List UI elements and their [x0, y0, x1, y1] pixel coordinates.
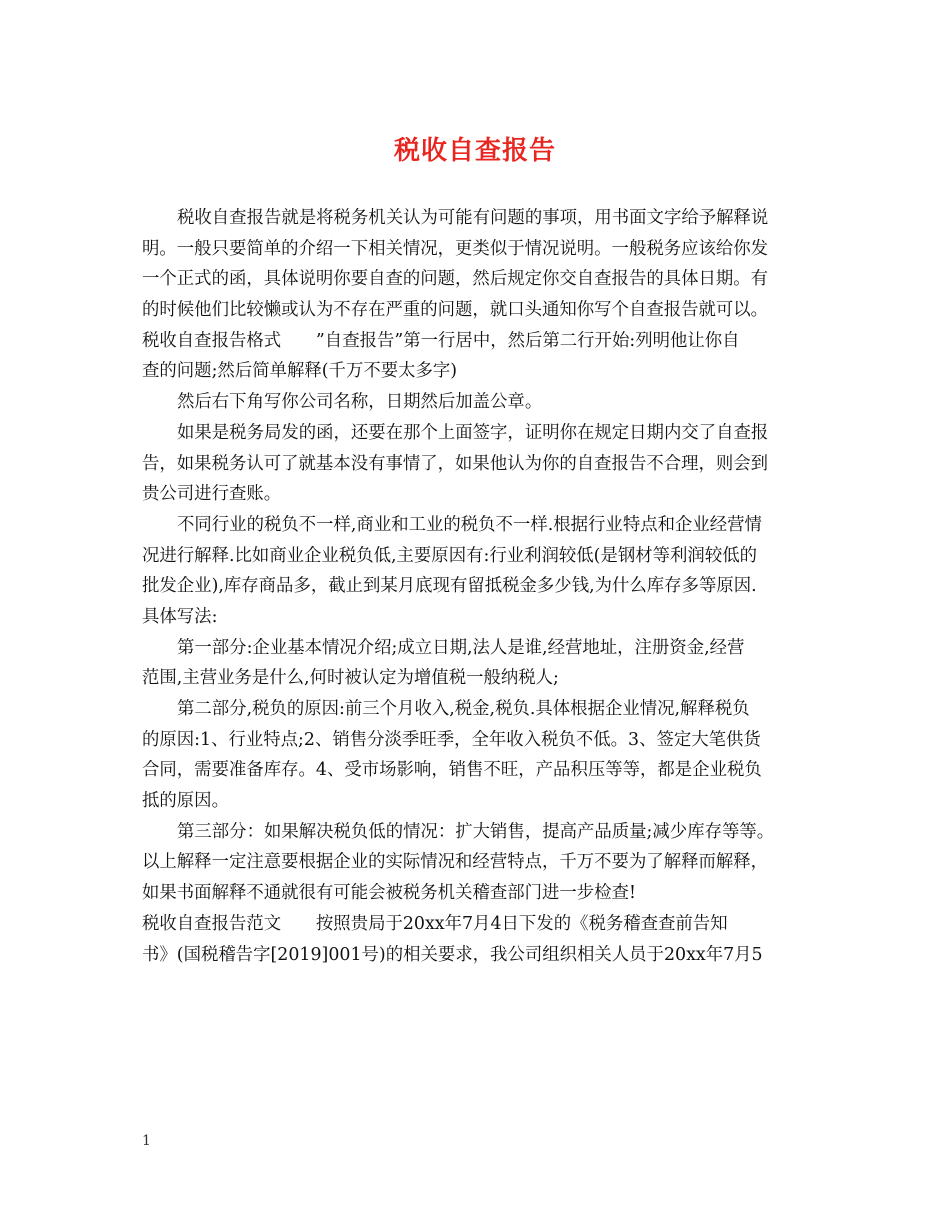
page-number: 1 — [142, 1133, 151, 1149]
body-line: 贵公司进行查账。 — [142, 484, 282, 505]
document-body — [142, 203, 822, 970]
body-line: 不同行业的税负不一样,商业和工业的税负不一样.根据行业特点和企业经营情 — [177, 514, 762, 535]
body-line: 书》(国税稽告字[2019]001号)的相关要求，我公司组织相关人员于20xx年7月5 — [142, 944, 763, 965]
body-line: 然后右下角写你公司名称，日期然后加盖公章。 — [177, 392, 543, 413]
body-line: 一个正式的函，具体说明你要自查的问题，然后规定你交自查报告的具体日期。有 — [142, 269, 769, 290]
body-line: 范围,主营业务是什么,何时被认定为增值税一般纳税人; — [142, 668, 559, 689]
body-line: 税收自查报告就是将税务机关认为可能有问题的事项，用书面文字给予解释说 — [177, 208, 769, 228]
body-line: 批发企业),库存商品多，截止到某月底现有留抵税金多少钱,为什么库存多等原因. — [142, 576, 757, 597]
body-line: 的原因:1、行业特点;2、销售分淡季旺季，全年收入税负不低。3、签定大笔供货 — [142, 729, 761, 750]
body-line: 第一部分:企业基本情况介绍;成立日期,法人是谁,经营地址，注册资金,经营 — [177, 637, 745, 658]
body-line: 以上解释一定注意要根据企业的实际情况和经营特点，千万不要为了解释而解释， — [142, 852, 769, 873]
document-title: 税收自查报告 — [393, 136, 556, 166]
body-line: 第三部分：如果解决税负低的情况：扩大销售，提高产品质量;减少库存等等。 — [177, 821, 775, 842]
body-line: 查的问题;然后简单解释(千万不要太多字) — [142, 361, 458, 382]
body-line: 抵的原因。 — [142, 791, 229, 812]
body-line: 告，如果税务认可了就基本没有事情了，如果他认为你的自查报告不合理，则会到 — [142, 453, 769, 474]
body-line: 况进行解释.比如商业企业税负低,主要原因有:行业利润较低(是钢材等利润较低的 — [142, 545, 757, 566]
body-line: 如果是税务局发的函，还要在那个上面签字，证明你在规定日期内交了自查报 — [177, 422, 769, 443]
body-line: 税收自查报告范文 按照贵局于20xx年7月4日下发的《税务稽查查前告知 — [142, 913, 728, 934]
body-line: 的时候他们比较懒或认为不存在严重的问题，就口头通知你写个自查报告就可以。 — [142, 300, 769, 321]
body-line: 合同，需要准备库存。4、受市场影响，销售不旺，产品积压等等，都是企业税负 — [142, 760, 762, 781]
body-line: 如果书面解释不通就很有可能会被税务机关稽查部门进一步检查! — [142, 883, 636, 904]
body-line: 明。一般只要简单的介绍一下相关情况，更类似于情况说明。一般税务应该给你发 — [142, 238, 769, 259]
body-line: 第二部分,税负的原因:前三个月收入,税金,税负.具体根据企业情况,解释税负 — [177, 699, 750, 719]
body-line: 税收自查报告格式 ”自查报告”第一行居中，然后第二行开始:列明他让你自 — [142, 330, 740, 351]
body-line: 具体写法: — [142, 606, 218, 627]
